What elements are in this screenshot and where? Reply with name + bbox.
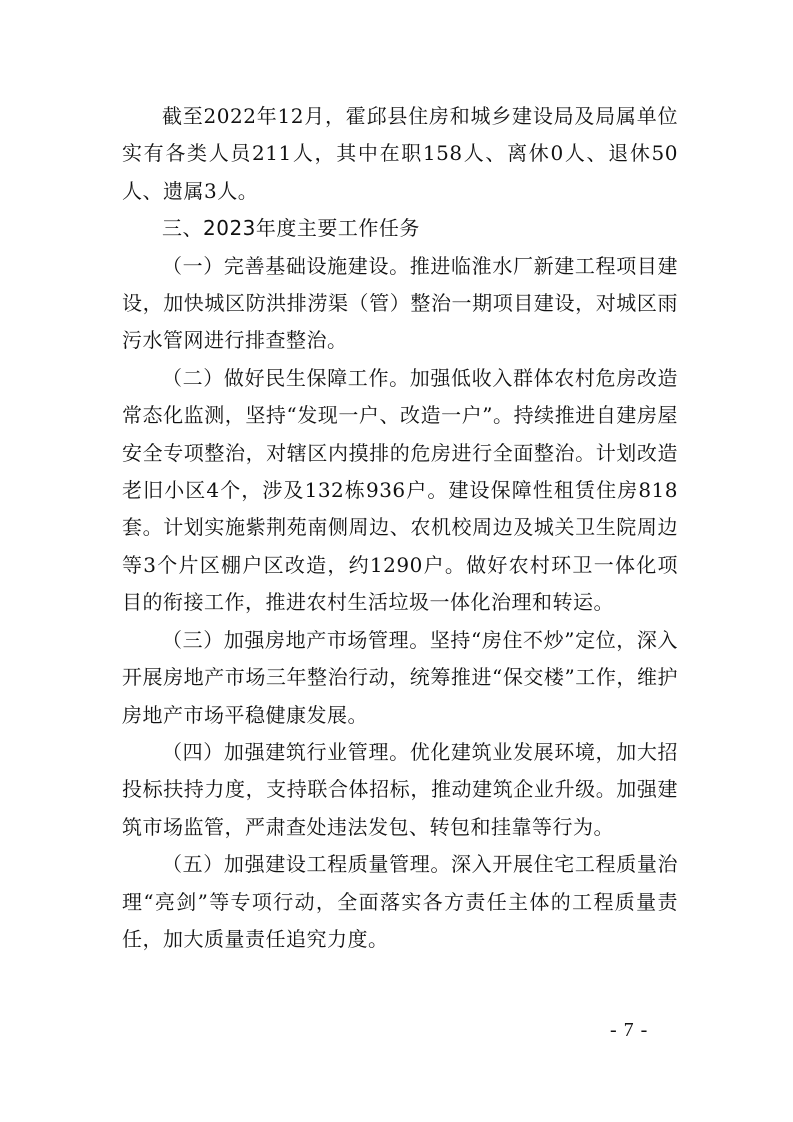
staff-paragraph: 截至2022年12月，霍邱县住房和城乡建设局及局属单位实有各类人员211人，其中在职158人、离休0人、退休50人、遗属3人。 bbox=[122, 104, 678, 203]
task-paragraph-5: （五）加强建设工程质量管理。深入开展住宅工程质量治理“亮剑”等专项行动，全面落实各方责任主体的工程质量责任，加大质量责任追究力度。 bbox=[122, 852, 678, 951]
body-text bbox=[122, 98, 678, 958]
page-number: - 7 - bbox=[610, 1019, 649, 1041]
task-paragraph-3: （三）加强房地产市场管理。坚持“房住不炒”定位，深入开展房地产市场三年整治行动，统筹推进“保交楼”工作，维护房地产市场平稳健康发展。 bbox=[122, 627, 678, 727]
task-paragraph-2: （二）做好民生保障工作。加强低收入群体农村危房改造常态化监测，坚持“发现一户、改造一户”。持续推进自建房屋安全专项整治，对辖区内摸排的危房进行全面整治。计划改造老旧小区4个，涉及132栋936户。建设保障性租赁住房818套。计划实施紫荆苑南侧周边、农机校周边及城关卫生院周边等3个片区棚户区改造，约1290户。做好农村环卫一体化项目的衔接工作，推进农村生活垃圾一体化治理和转运。 bbox=[122, 365, 678, 615]
task-paragraph-4: （四）加强建筑行业管理。优化建筑业发展环境，加大招投标扶持力度，支持联合体招标，推动建筑企业升级。加强建筑市场监管，严肃查处违法发包、转包和挂靠等行为。 bbox=[122, 739, 678, 839]
task-paragraph-1: （一）完善基础设施建设。推进临淮水厂新建工程项目建设，加快城区防洪排涝渠（管）整治一期项目建设，对城区雨污水管网进行排查整治。 bbox=[122, 253, 678, 353]
section-heading: 三、2023年度主要工作任务 bbox=[162, 216, 420, 241]
